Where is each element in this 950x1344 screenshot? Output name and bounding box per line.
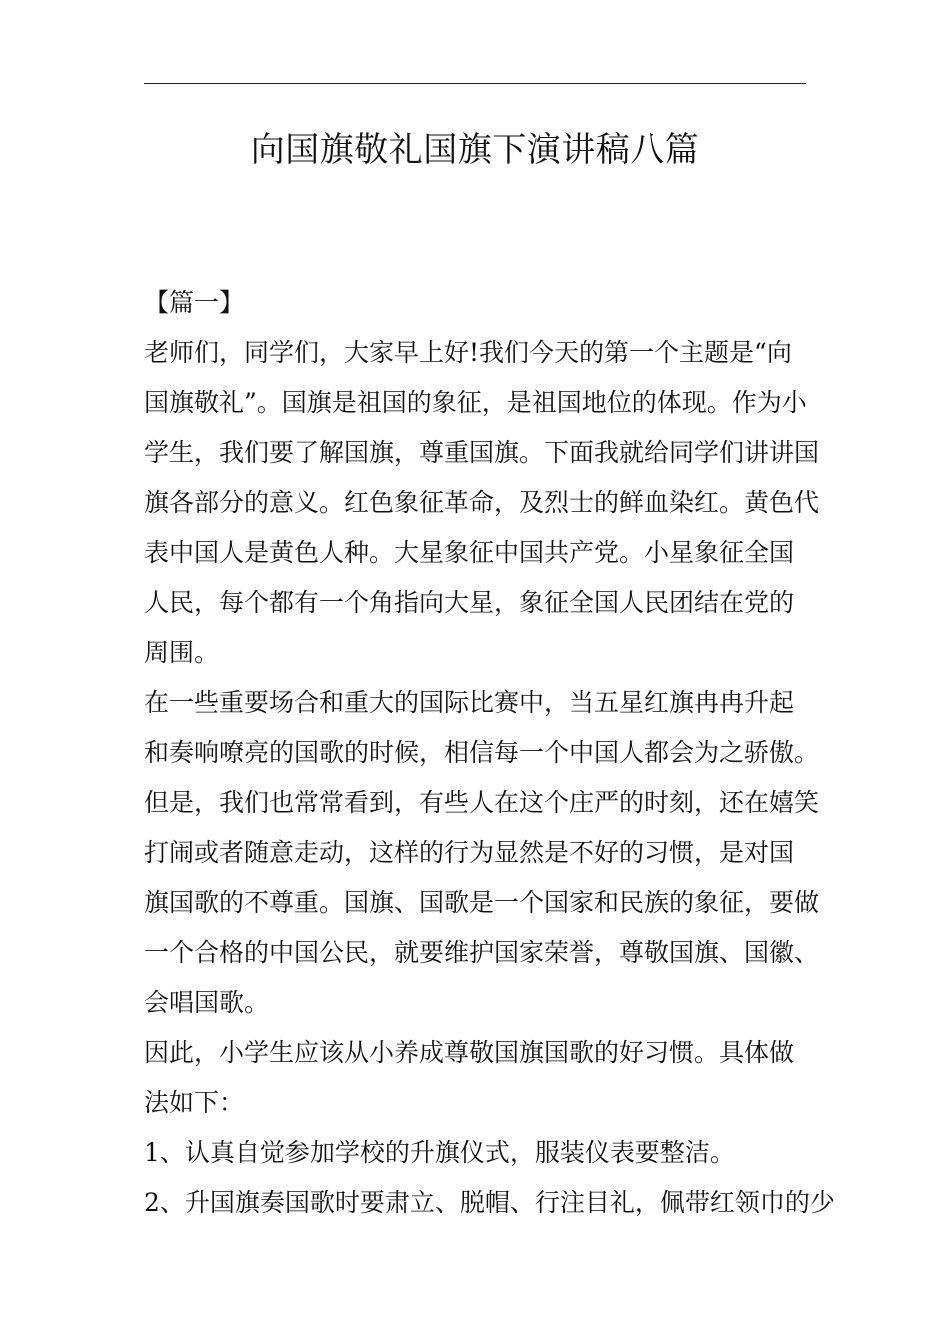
paragraph-line: 旗国歌的不尊重。国旗、国歌是一个国家和民族的象征，要做 [144,888,820,917]
list-item: 1、认真自觉参加学校的升旗仪式，服装仪表要整洁。 [144,1138,735,1167]
paragraph-line: 学生，我们要了解国旗，尊重国旗。下面我就给同学们讲讲国 [144,438,820,467]
paragraph-line: 周围。 [144,638,220,667]
header-rule [144,83,806,84]
document-title: 向国旗敬礼国旗下演讲稿八篇 [250,130,700,170]
list-item: 2、升国旗奏国歌时要肃立、脱帽、行注目礼，佩带红领巾的少 [144,1188,835,1217]
paragraph-line: 在一些重要场合和重大的国际比赛中，当五星红旗冉冉升起 [144,688,795,717]
paragraph-line: 老师们，同学们，大家早上好!我们今天的第一个主题是“向 [144,338,792,367]
paragraph-line: 一个合格的中国公民，就要维护国家荣誉，尊敬国旗、国徽、 [144,938,820,967]
paragraph-line: 表中国人是黄色人种。大星象征中国共产党。小星象征全国 [144,538,795,567]
paragraph-line: 会唱国歌。 [144,988,270,1017]
paragraph-line: 旗各部分的意义。红色象征革命，及烈士的鲜血染红。黄色代 [144,488,820,517]
paragraph-line: 因此，小学生应该从小养成尊敬国旗国歌的好习惯。具体做 [144,1038,795,1067]
paragraph-line: 但是，我们也常常看到，有些人在这个庄严的时刻，还在嬉笑 [144,788,820,817]
section-heading: 【篇一】 [144,288,245,317]
paragraph-line: 法如下： [144,1088,245,1117]
paragraph-line: 打闹或者随意走动，这样的行为显然是不好的习惯，是对国 [144,838,795,867]
document-body [144,278,835,1228]
paragraph-line: 国旗敬礼”。国旗是祖国的象征，是祖国地位的体现。作为小 [144,388,807,417]
paragraph-line: 和奏响嘹亮的国歌的时候，相信每一个中国人都会为之骄傲。 [144,738,820,767]
paragraph-line: 人民，每个都有一个角指向大星，象征全国人民团结在党的 [144,588,795,617]
